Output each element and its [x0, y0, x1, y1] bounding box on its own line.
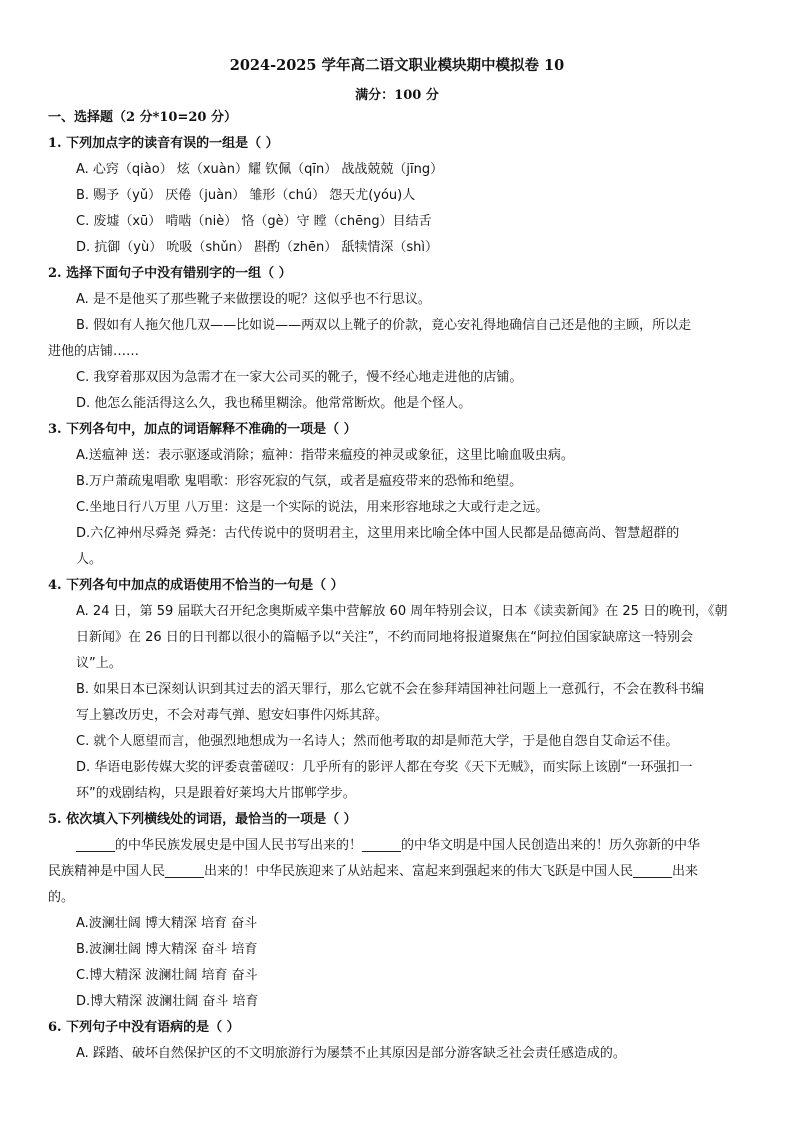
question-2-option-b: B. 假如有人拖欠他几双——比如说——两双以上靴子的价款，竟心安礼得地确信自己还是他的主顾，所以走	[76, 318, 692, 333]
question-1-option-a: A. 心窍（qiào） 炫（xuàn）耀 钦佩（qīn） 战战兢兢（jīng）	[76, 162, 444, 177]
question-5-option-d: D.博大精深 波澜壮阔 奋斗 培育	[76, 994, 259, 1009]
question-3-option-d: D.六亿神州尽舜尧 舜尧：古代传说中的贤明君主，这里用来比喻全体中国人民都是品德高尚、智慧超群的	[76, 526, 680, 541]
question-1-option-c: C. 废墟（xū） 啃啮（niè） 恪（gè）守 瞠（chēng）目结舌	[76, 214, 432, 229]
question-5-passage-line-3: 的。	[48, 890, 75, 905]
question-1-stem: 1. 下列加点字的读音有误的一组是（ ）	[48, 136, 279, 151]
question-3-option-c: C.坐地日行八万里 八万里：这是一个实际的说法，用来形容地球之大或行走之远。	[76, 500, 549, 515]
question-4-option-a: A. 24 日，第 59 届联大召开纪念奥斯威辛集中营解放 60 周年特别会议，日本《读卖新闻》在 25 日的晚刊，《朝	[76, 604, 728, 619]
question-5-passage-line-2: 民族精神是中国人民______出来的！中华民族迎来了从站起来、富起来到强起来的伟大飞跃是中国人民______出来	[48, 864, 699, 879]
section-heading: 一、选择题（2 分*10=20 分）	[48, 110, 237, 125]
question-4-option-c: C. 就个人愿望而言，他强烈地想成为一名诗人；然而他考取的却是师范大学，于是他自怨自艾命运不佳。	[76, 734, 679, 749]
exam-title: 2024-2025 学年高二语文职业模块期中模拟卷 10	[229, 57, 565, 74]
question-2-option-a: A. 是不是他买了那些靴子来做摆设的呢？这似乎也不行思议。	[76, 292, 431, 307]
question-3-stem: 3. 下列各句中，加点的词语解释不准确的一项是（ ）	[48, 422, 357, 437]
question-2-option-d: D. 他怎么能活得这么久，我也稀里糊涂。他常常断炊。他是个怪人。	[76, 396, 472, 411]
question-4-option-d-cont: 环”的戏剧结构，只是跟着好莱坞大片邯郸学步。	[76, 786, 356, 801]
question-5-passage-line-1: ______的中华民族发展史是中国人民书写出来的！______的中华文明是中国人民创造出来的！历久弥新的中华	[76, 838, 701, 853]
question-1-option-d: D. 抗御（yù） 吮吸（shǔn） 斟酌（zhēn） 舐犊情深（shì）	[76, 240, 439, 255]
question-6-option-a: A. 踩踏、破坏自然保护区的不文明旅游行为屡禁不止其原因是部分游客缺乏社会责任感造成的。	[76, 1046, 626, 1061]
question-4-stem: 4. 下列各句中加点的成语使用不恰当的一句是（ ）	[48, 578, 344, 593]
question-1-option-b: B. 赐予（yǔ） 厌倦（juàn） 雏形（chú） 怨天尤(yóu)人	[76, 188, 416, 203]
question-2-option-c: C. 我穿着那双因为急需才在一家大公司买的靴子，慢不经心地走进他的店铺。	[76, 370, 523, 385]
question-4-option-a-cont1: 日新闻》在 26 日的日刊都以很小的篇幅予以“关注”，不约而同地将报道聚焦在“阿拉伯国家缺席这一特别会	[76, 630, 694, 645]
question-2-option-b-cont: 进他的店铺……	[48, 344, 140, 359]
question-3-option-d-cont: 人。	[76, 552, 103, 567]
question-4-option-a-cont2: 议”上。	[76, 656, 122, 671]
question-2-stem: 2. 选择下面句子中没有错别字的一组（ ）	[48, 266, 292, 281]
question-4-option-d: D. 华语电影传媒大奖的评委袁蕾磋叹：几乎所有的影评人都在夸奖《天下无贼》，而实际上该剧“一环强扣一	[76, 760, 693, 775]
question-4-option-b-cont: 写上篡改历史，不会对毒气弹、慰安妇事件闪烁其辞。	[76, 708, 389, 723]
question-5-option-b: B.波澜壮阔 博大精深 奋斗 培育	[76, 942, 258, 957]
question-5-option-c: C.博大精深 波澜壮阔 培育 奋斗	[76, 968, 258, 983]
exam-total-score: 满分：100 分	[355, 88, 439, 103]
question-3-option-a: A.送瘟神 送：表示驱逐或消除；瘟神：指带来瘟疫的神灵或象征，这里比喻血吸虫病。	[76, 448, 574, 463]
question-5-option-a: A.波澜壮阔 博大精深 培育 奋斗	[76, 916, 258, 931]
question-3-option-b: B.万户萧疏鬼唱歌 鬼唱歌：形容死寂的气氛，或者是瘟疫带来的恐怖和绝望。	[76, 474, 523, 489]
question-4-option-b: B. 如果日本已深刻认识到其过去的滔天罪行，那么它就不会在参拜靖国神社问题上一意孤行，不会在教科书编	[76, 682, 705, 697]
question-5-stem: 5. 依次填入下列横线处的词语，最恰当的一项是（ ）	[48, 812, 357, 827]
question-6-stem: 6. 下列句子中没有语病的是（ ）	[48, 1020, 240, 1035]
